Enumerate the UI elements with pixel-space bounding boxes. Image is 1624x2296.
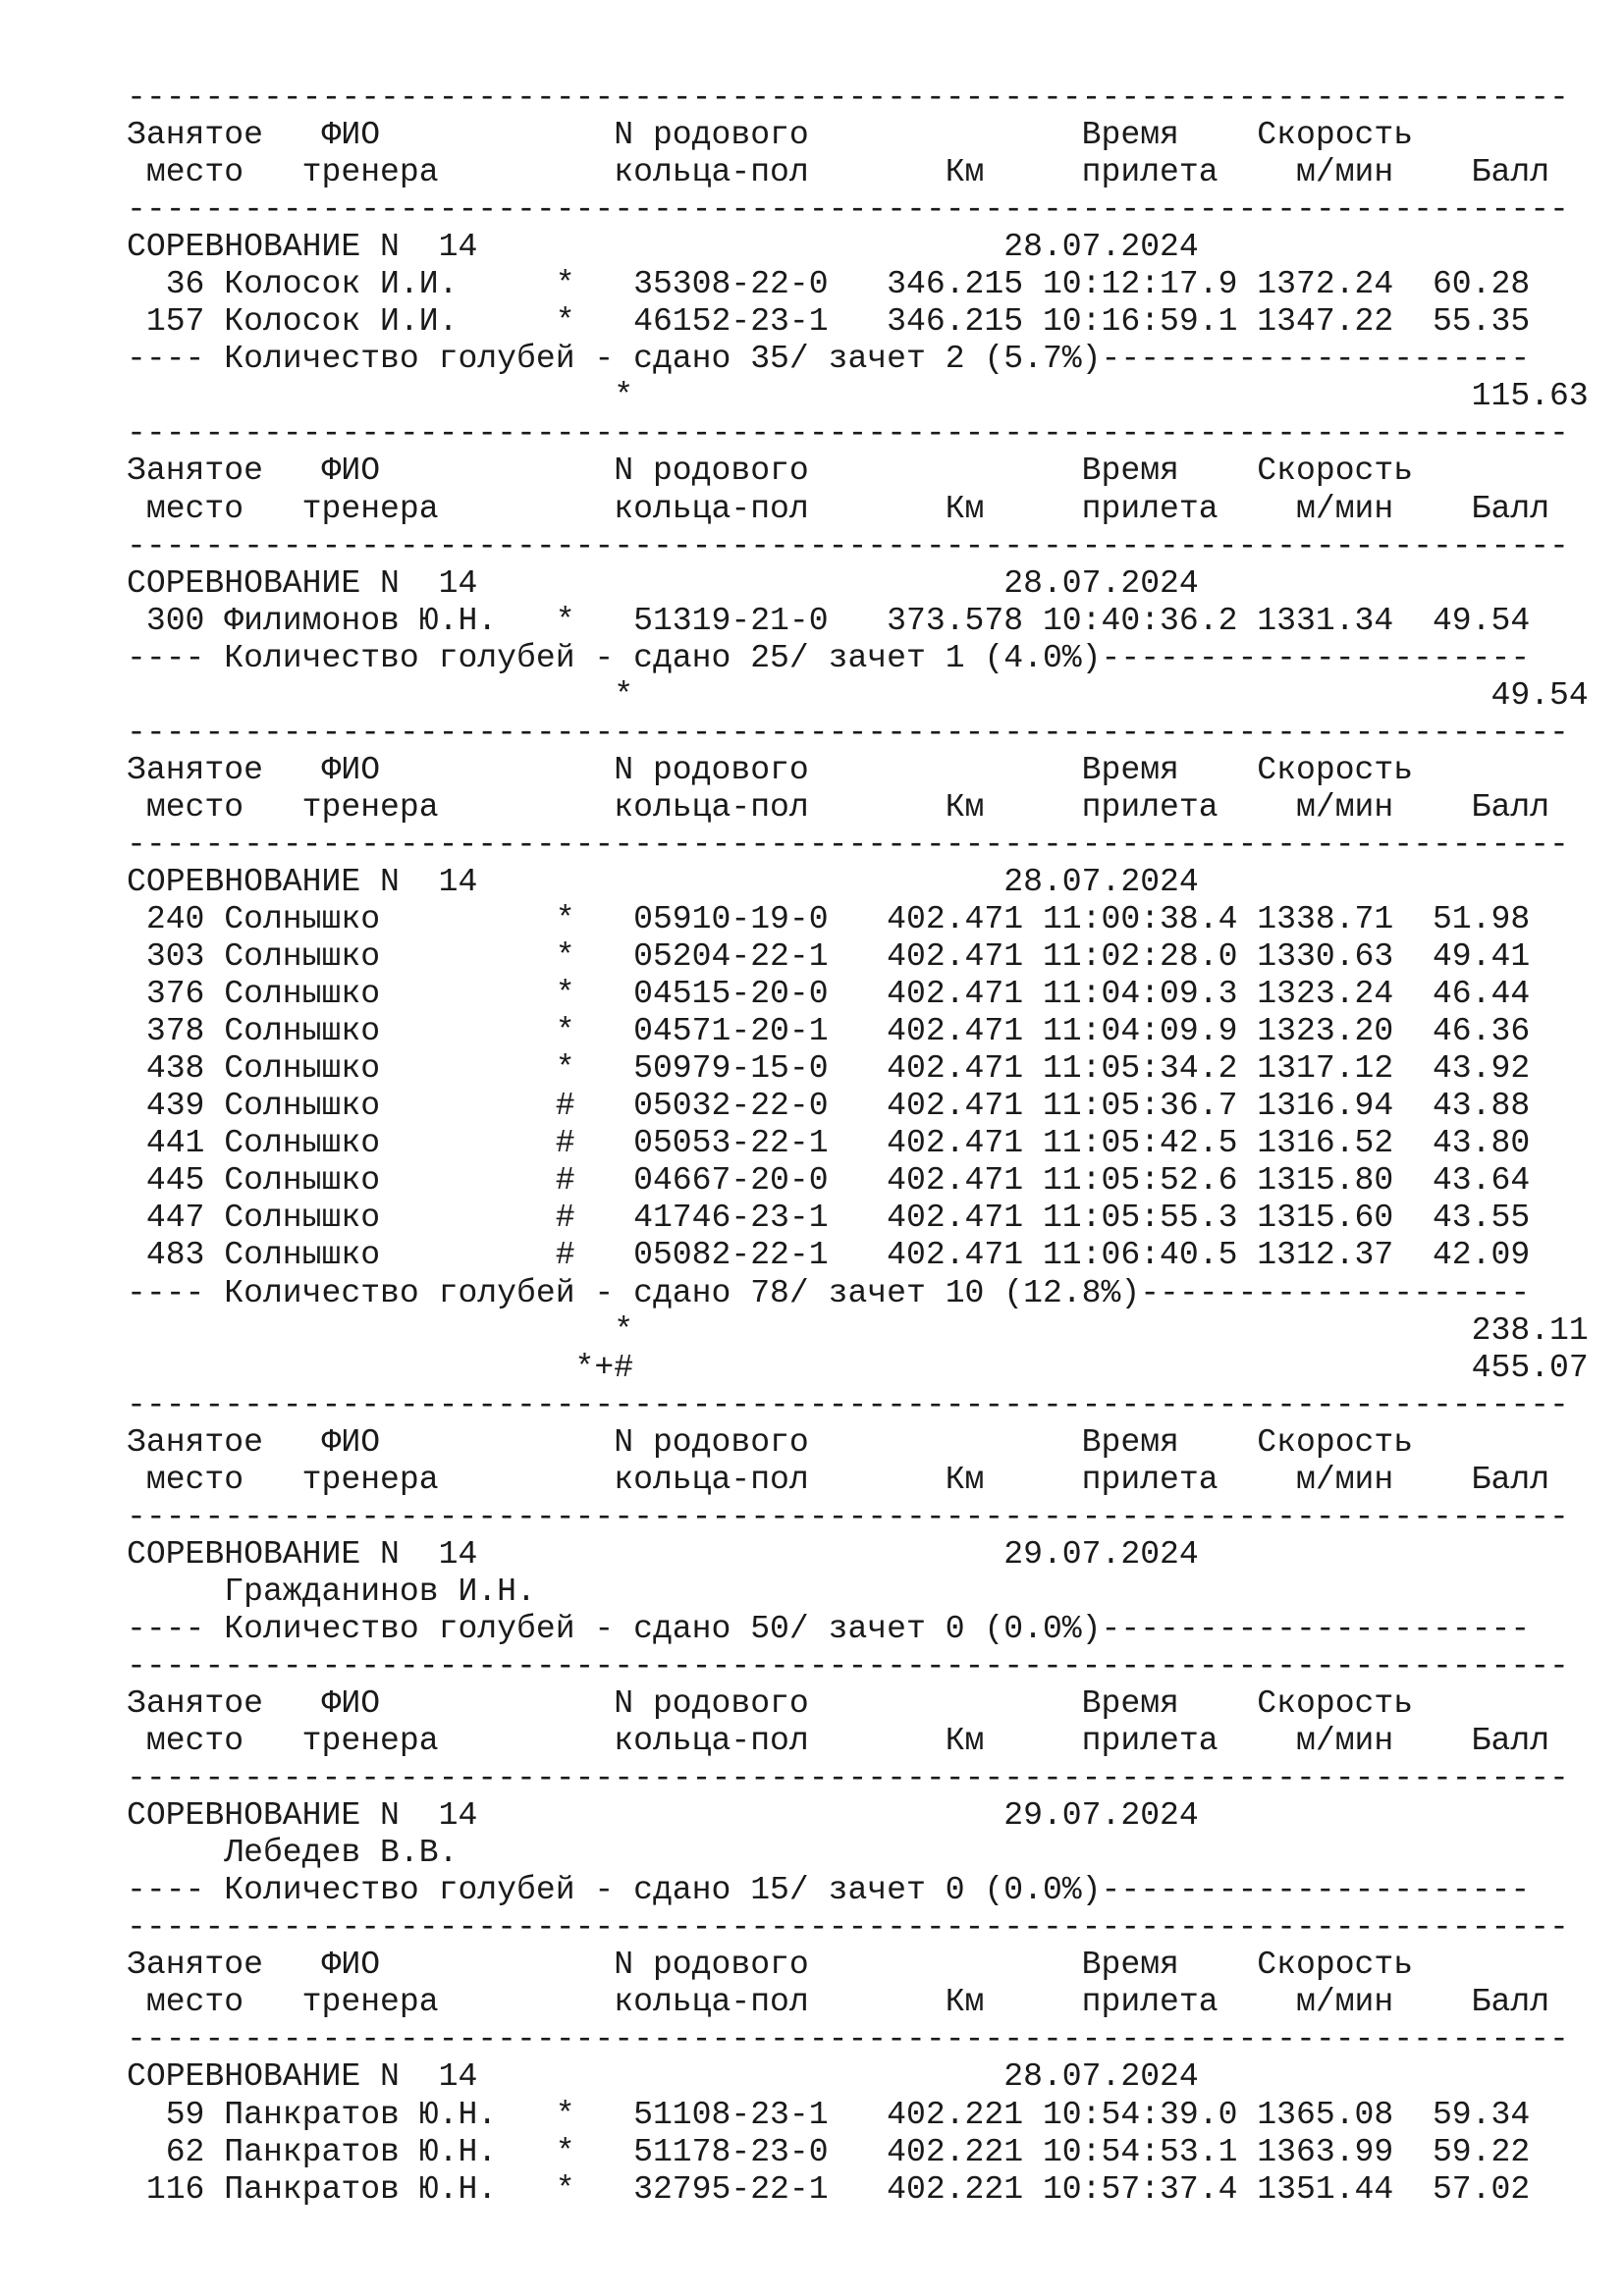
column-header-line-1: Занятое ФИО N родового Время Скорость [127, 116, 1414, 154]
result-row: 59 Панкратов Ю.Н. * 51108-23-1 402.221 10:54:39.0 1365.08 59.34 [127, 2095, 1531, 2133]
summary-line: ---- Количество голубей - сдано 50/ зачет 0 (0.0%)---------------------- [127, 1609, 1531, 1647]
result-row: 303 Солнышко * 05204-22-1 402.471 11:02:28.0 1330.63 49.41 [127, 937, 1531, 976]
result-row: 378 Солнышко * 04571-20-1 402.471 11:04:09.9 1323.20 46.36 [127, 1012, 1531, 1050]
result-row: 438 Солнышко * 50979-15-0 402.471 11:05:34.2 1317.12 43.92 [127, 1049, 1531, 1088]
total-line: * 238.11 [127, 1310, 1589, 1349]
separator-line: -------------------------------------------------------------------------- [127, 79, 1569, 116]
separator-line: -------------------------------------------------------------------------- [127, 1497, 1569, 1535]
total-line: *+# 455.07 [127, 1348, 1589, 1386]
separator-line: -------------------------------------------------------------------------- [127, 713, 1569, 751]
result-row: 300 Филимонов Ю.Н. * 51319-21-0 373.578 10:40:36.2 1331.34 49.54 [127, 601, 1531, 639]
total-line: * 115.63 [127, 377, 1589, 415]
column-header-line-1: Занятое ФИО N родового Время Скорость [127, 750, 1414, 788]
result-row: 62 Панкратов Ю.Н. * 51178-23-0 402.221 10:54:53.1 1363.99 59.22 [127, 2132, 1531, 2170]
separator-line: -------------------------------------------------------------------------- [127, 526, 1569, 564]
competition-line: СОРЕВНОВАНИЕ N 14 28.07.2024 [127, 862, 1199, 900]
column-header-line-1: Занятое ФИО N родового Время Скорость [127, 1422, 1414, 1461]
separator-line: -------------------------------------------------------------------------- [127, 1759, 1569, 1797]
separator-line: -------------------------------------------------------------------------- [127, 1385, 1569, 1423]
column-header-line-2: место тренера кольца-пол Км прилета м/мин Балл [127, 787, 1550, 826]
separator-line: -------------------------------------------------------------------------- [127, 825, 1569, 863]
total-line: * 49.54 [127, 675, 1589, 714]
separator-line: -------------------------------------------------------------------------- [127, 1646, 1569, 1684]
summary-line: ---- Количество голубей - сдано 25/ зачет 1 (4.0%)---------------------- [127, 638, 1531, 676]
column-header-line-2: место тренера кольца-пол Км прилета м/мин Балл [127, 1460, 1550, 1498]
result-row: 157 Колосок И.И. * 46152-23-1 346.215 10:16:59.1 1347.22 55.35 [127, 302, 1531, 341]
separator-line: -------------------------------------------------------------------------- [127, 2020, 1569, 2058]
column-header-line-2: место тренера кольца-пол Км прилета м/мин Балл [127, 1983, 1550, 2021]
column-header-line-2: место тренера кольца-пол Км прилета м/мин Балл [127, 489, 1550, 527]
result-row: 376 Солнышко * 04515-20-0 402.471 11:04:09.3 1323.24 46.44 [127, 975, 1531, 1013]
result-row: 439 Солнышко # 05032-22-0 402.471 11:05:36.7 1316.94 43.88 [127, 1087, 1531, 1125]
result-row: 483 Солнышко # 05082-22-1 402.471 11:06:40.5 1312.37 42.09 [127, 1236, 1531, 1274]
result-row: Гражданинов И.Н. [127, 1572, 536, 1610]
result-row: Лебедев В.В. [127, 1834, 459, 1872]
results-document [127, 79, 1589, 2208]
separator-line: -------------------------------------------------------------------------- [127, 190, 1569, 229]
competition-line: СОРЕВНОВАНИЕ N 14 28.07.2024 [127, 228, 1199, 266]
column-header-line-1: Занятое ФИО N родового Время Скорость [127, 452, 1414, 490]
result-row: 116 Панкратов Ю.Н. * 32795-22-1 402.221 10:57:37.4 1351.44 57.02 [127, 2169, 1531, 2208]
column-header-line-2: место тренера кольца-пол Км прилета м/мин Балл [127, 153, 1550, 191]
result-row: 240 Солнышко * 05910-19-0 402.471 11:00:38.4 1338.71 51.98 [127, 900, 1531, 938]
separator-line: -------------------------------------------------------------------------- [127, 1908, 1569, 1947]
result-row: 441 Солнышко # 05053-22-1 402.471 11:05:42.5 1316.52 43.80 [127, 1124, 1531, 1162]
summary-line: ---- Количество голубей - сдано 78/ зачет 10 (12.8%)-------------------- [127, 1273, 1531, 1311]
result-row: 447 Солнышко # 41746-23-1 402.471 11:05:55.3 1315.60 43.55 [127, 1199, 1531, 1237]
result-row: 36 Колосок И.И. * 35308-22-0 346.215 10:12:17.9 1372.24 60.28 [127, 265, 1531, 303]
competition-line: СОРЕВНОВАНИЕ N 14 28.07.2024 [127, 2057, 1199, 2096]
summary-line: ---- Количество голубей - сдано 15/ зачет 0 (0.0%)---------------------- [127, 1871, 1531, 1909]
column-header-line-1: Занятое ФИО N родового Время Скорость [127, 1946, 1414, 1984]
competition-line: СОРЕВНОВАНИЕ N 14 28.07.2024 [127, 563, 1199, 602]
competition-line: СОРЕВНОВАНИЕ N 14 29.07.2024 [127, 1534, 1199, 1573]
competition-line: СОРЕВНОВАНИЕ N 14 29.07.2024 [127, 1796, 1199, 1835]
column-header-line-1: Занятое ФИО N родового Время Скорость [127, 1684, 1414, 1723]
separator-line: -------------------------------------------------------------------------- [127, 414, 1569, 453]
column-header-line-2: место тренера кольца-пол Км прилета м/мин Балл [127, 1722, 1550, 1760]
summary-line: ---- Количество голубей - сдано 35/ зачет 2 (5.7%)---------------------- [127, 340, 1531, 378]
result-row: 445 Солнышко # 04667-20-0 402.471 11:05:52.6 1315.80 43.64 [127, 1161, 1531, 1200]
